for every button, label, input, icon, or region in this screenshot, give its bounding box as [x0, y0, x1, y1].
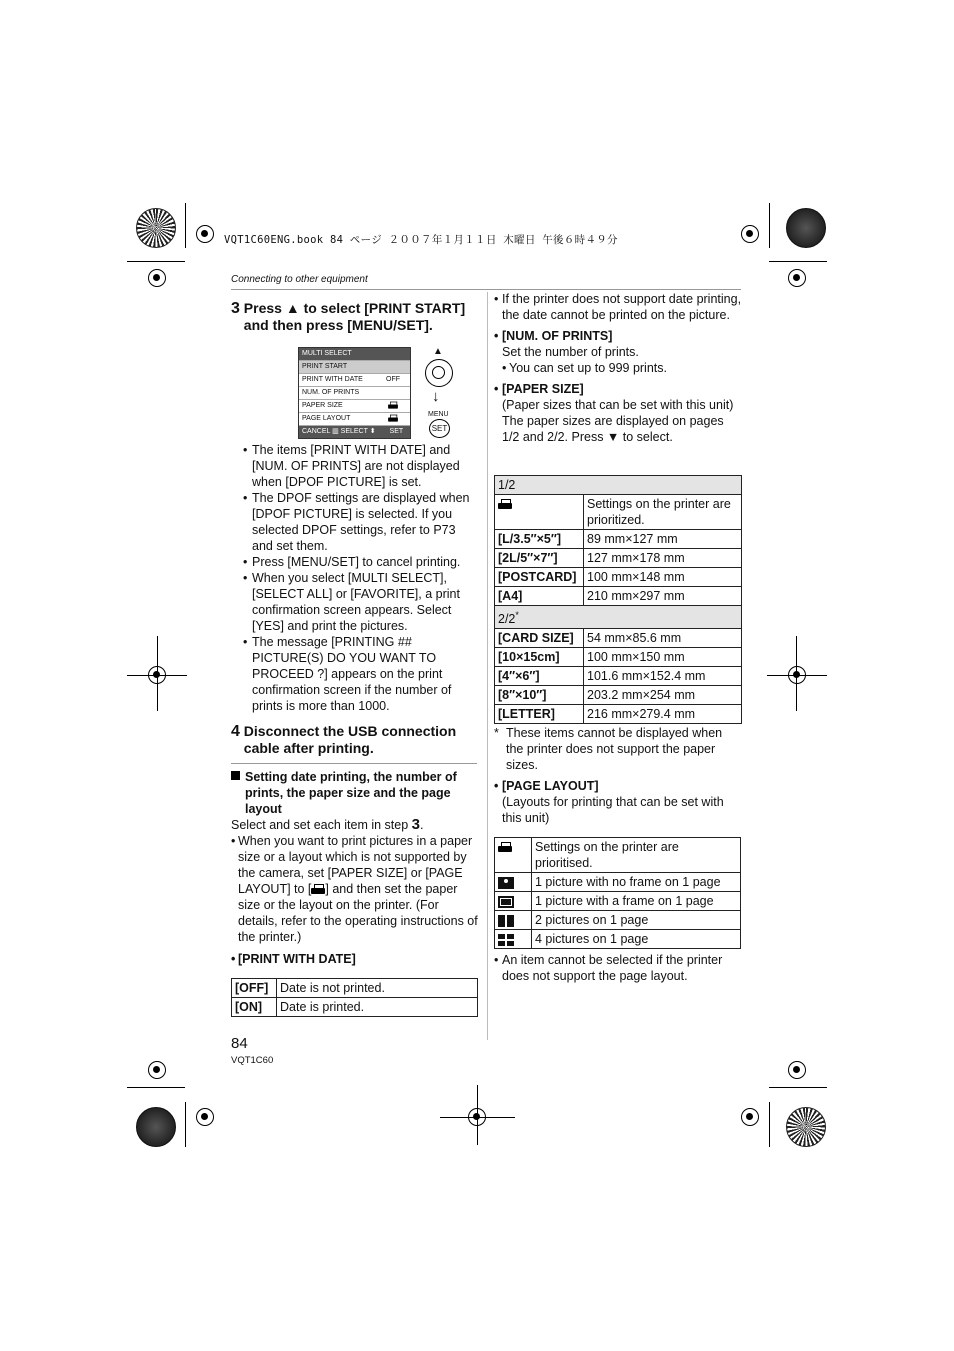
table-row: [L/3.5″×5″] 89 mm×127 mm — [495, 530, 742, 549]
table-row: [4″×6″] 101.6 mm×152.4 mm — [495, 667, 742, 686]
right-column-top — [494, 291, 742, 445]
page-layout-desc: (Layouts for printing that can be set with this unit) — [502, 795, 724, 825]
crop-mark — [196, 1108, 214, 1126]
screen-row: PRINT WITH DATE OFF — [299, 374, 410, 387]
layout-2-icon — [498, 915, 514, 927]
table-row: Settings on the printer are prioritised. — [495, 838, 741, 873]
menu-label: MENU — [428, 411, 449, 418]
page-layout-table — [494, 837, 741, 949]
step-ref: 3 — [411, 816, 421, 833]
table-row: [A4] 210 mm×297 mm — [495, 587, 742, 606]
set-button-icon: SET — [429, 419, 450, 438]
step-4-heading — [231, 723, 476, 757]
paper-size-label: • [PAPER SIZE] — [494, 381, 742, 397]
step-text: Disconnect the USB connection cable after printing. — [243, 723, 457, 756]
right-column-bottom — [494, 725, 742, 826]
table-row: 1 picture with a frame on 1 page — [495, 892, 741, 911]
table-row: [8″×10″] 203.2 mm×254 mm — [495, 686, 742, 705]
page-layout-note: • An item cannot be selected if the printer does not support the page layout. — [494, 952, 742, 984]
crop-mark — [788, 1061, 806, 1079]
page-layout-label: • [PAGE LAYOUT] — [494, 778, 742, 794]
registration-target — [136, 1107, 176, 1147]
paper-size-footnote: * These items cannot be displayed when the printer does not support the paper sizes. — [494, 726, 723, 772]
section-rule — [231, 289, 741, 290]
screen-row: PAPER SIZE — [299, 400, 410, 413]
table-row: [2L/5″×7″] 127 mm×178 mm — [495, 549, 742, 568]
note-item: • The items [PRINT WITH DATE] and [NUM. OF PRINTS] are not displayed when [DPOF PICTURE] is set. — [243, 442, 479, 490]
table-row: 2 pictures on 1 page — [495, 911, 741, 930]
unsupported-note: • When you want to print pictures in a paper size or a layout which is not supported by the camera, set [PAPER SIZE] or [PAGE LAYOUT] to [ ] and then set the paper size or the layout on the printer. (For details, refer to the operating instructions of the printer.) — [231, 833, 479, 945]
step-3-heading — [231, 300, 476, 334]
screen-row: PAGE LAYOUT — [299, 413, 410, 426]
table-row: [LETTER] 216 mm×279.4 mm — [495, 705, 742, 724]
crop-mark — [788, 269, 806, 287]
crop-mark — [741, 1108, 759, 1126]
layout-4-icon — [498, 934, 514, 946]
crop-mark — [741, 225, 759, 243]
registration-target — [786, 208, 826, 248]
setting-section: Setting date printing, the number of prints, the paper size and the page layout Select and set each item in step 3. • When you want to print pictures in a paper size or a layout which is not supported by the camera, set [PAPER SIZE] or [PAGE LAYOUT] to [ ] and then set the paper size or the layout on the printer. (For details, refer to the operating instructions of the printer.) • [PRINT WITH DATE] — [231, 769, 479, 967]
setting-heading: Setting date printing, the number of prints, the paper size and the page layout — [245, 770, 457, 816]
step-number: 4 — [231, 723, 240, 740]
table-group-row: 1/2 — [495, 476, 742, 495]
table-group-row: 2/2* — [495, 606, 742, 629]
paper-size-desc: The paper sizes are displayed on pages 1/2 and 2/2. Press ▼ to select. — [502, 414, 724, 444]
layout-1-frame-icon — [498, 896, 514, 908]
table-row: [OFF] Date is not printed. — [232, 979, 478, 998]
date-note: • If the printer does not support date printing, the date cannot be printed on the picture. — [494, 291, 742, 323]
table-row: Settings on the printer are prioritized. — [495, 495, 742, 530]
page-number: 84 — [231, 1035, 248, 1052]
paper-size-desc: (Paper sizes that can be set with this unit) — [502, 398, 734, 412]
table-row: [CARD SIZE] 54 mm×85.6 mm — [495, 629, 742, 648]
crop-mark — [148, 269, 166, 287]
table-row: [ON] Date is printed. — [232, 998, 478, 1017]
lcd-screen-illustration — [298, 347, 411, 439]
registration-target — [786, 1107, 826, 1147]
printer-icon — [311, 884, 325, 895]
column-divider — [487, 292, 488, 1040]
table-row: [10×15cm] 100 mm×150 mm — [495, 648, 742, 667]
table-row: 1 picture with no frame on 1 page — [495, 873, 741, 892]
paper-size-table — [494, 475, 742, 724]
note-item: • When you select [MULTI SELECT], [SELECT ALL] or [FAVORITE], a print confirmation screen appears. Select [YES] and print the pictures. — [243, 570, 479, 634]
print-with-date-table — [231, 978, 478, 1017]
step-text: Press ▲ to select [PRINT START] and then press [MENU/SET]. — [243, 300, 466, 333]
print-with-date-label: • [PRINT WITH DATE] — [231, 951, 479, 967]
page-layout-note-block — [494, 952, 742, 984]
screen-row: NUM. OF PRINTS — [299, 387, 410, 400]
num-prints-desc: Set the number of prints. — [502, 345, 639, 359]
up-arrow-icon: ▲ — [433, 346, 443, 357]
crop-mark — [148, 1061, 166, 1079]
printer-icon — [498, 842, 512, 853]
printer-icon — [498, 499, 512, 510]
printer-icon — [388, 415, 398, 423]
screen-row: PRINT START — [299, 361, 410, 374]
down-arrow-icon: ↓ — [432, 388, 440, 405]
step-3-notes — [243, 442, 479, 714]
registration-target — [136, 208, 176, 248]
step-number: 3 — [231, 300, 240, 317]
step-rule — [231, 763, 477, 764]
model-code: VQT1C60 — [231, 1055, 274, 1066]
screen-footer: CANCEL ▥ SELECT ⬍ SET — [299, 426, 410, 438]
square-bullet-icon — [231, 771, 240, 780]
section-title: Connecting to other equipment — [231, 274, 368, 285]
num-prints-label: • [NUM. OF PRINTS] — [494, 328, 742, 344]
note-item: • Press [MENU/SET] to cancel printing. — [243, 554, 479, 570]
cursor-button-icon — [425, 359, 453, 387]
crop-mark — [196, 225, 214, 243]
table-row: 4 pictures on 1 page — [495, 930, 741, 949]
note-item: • The message [PRINTING ## PICTURE(S) DO YOU WANT TO PROCEED ?] appears on the print confirmation screen if the number of prints is more than 1000. — [243, 634, 479, 714]
select-text: Select and set each item in step — [231, 818, 409, 832]
layout-1-no-frame-icon — [498, 877, 514, 889]
note-item: • The DPOF settings are displayed when [DPOF PICTURE] is selected. If you selected DPOF settings, refer to P73 and set them. — [243, 490, 479, 554]
num-prints-note: • You can set up to 999 prints. — [502, 360, 742, 376]
table-row: [POSTCARD] 100 mm×148 mm — [495, 568, 742, 587]
printer-icon — [388, 402, 398, 410]
screen-title: MULTI SELECT — [299, 348, 410, 361]
book-header-line: VQT1C60ENG.book 84 ページ ２００７年１月１１日 木曜日 午後６時４９分 — [224, 234, 618, 246]
